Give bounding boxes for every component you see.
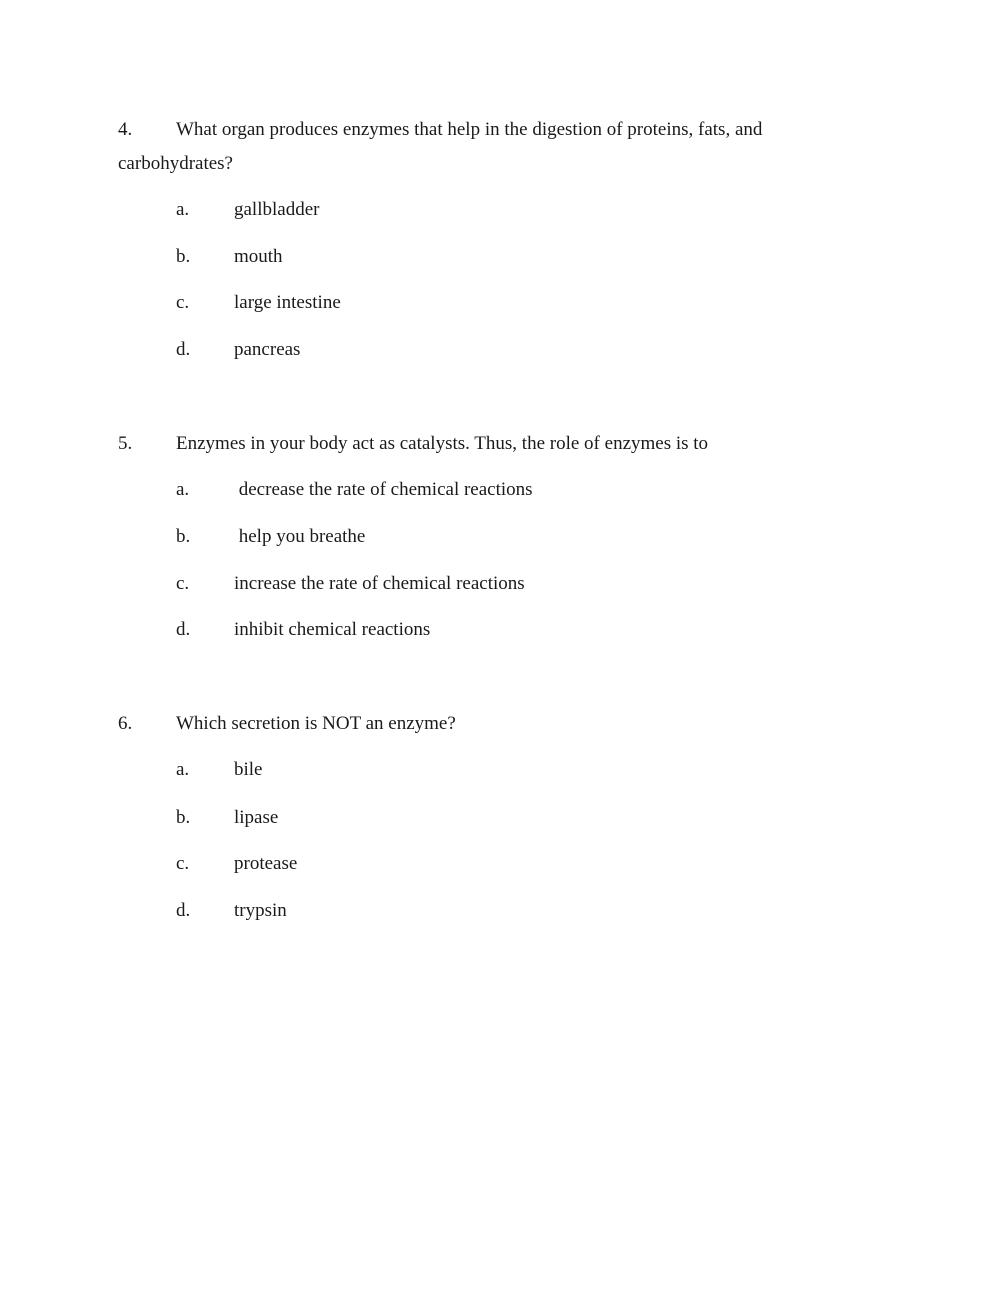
option-letter: a. xyxy=(176,479,190,500)
question-text: Enzymes in your body act as catalysts. Thus, the role of enzymes is to xyxy=(176,433,709,454)
answer-option-d[interactable] xyxy=(176,618,430,642)
option-letter: c. xyxy=(176,853,190,874)
question-number: 6. xyxy=(118,713,133,734)
answer-option-b[interactable] xyxy=(176,525,365,549)
option-text: large intestine xyxy=(234,292,341,313)
question-text: What organ produces enzymes that help in the digestion of proteins, fats, and carbohydrates? xyxy=(118,119,763,174)
option-letter: b. xyxy=(176,246,191,267)
option-letter: d. xyxy=(176,619,191,640)
question-stem xyxy=(118,427,818,461)
answer-option-d[interactable] xyxy=(176,899,287,923)
answer-option-c[interactable] xyxy=(176,291,341,315)
question-6 xyxy=(118,707,818,921)
question-stem xyxy=(118,113,818,181)
question-number: 4. xyxy=(118,119,133,140)
option-text: mouth xyxy=(234,246,283,267)
answer-option-a[interactable] xyxy=(176,478,533,502)
question-5 xyxy=(118,427,818,640)
option-letter: a. xyxy=(176,199,190,220)
option-text: increase the rate of chemical reactions xyxy=(234,573,525,594)
question-stem xyxy=(118,707,818,741)
question-text: Which secretion is NOT an enzyme? xyxy=(176,713,456,734)
answer-option-a[interactable] xyxy=(176,758,263,782)
answer-option-b[interactable] xyxy=(176,245,283,269)
answer-option-d[interactable] xyxy=(176,338,300,362)
option-text: pancreas xyxy=(234,339,301,360)
answer-option-c[interactable] xyxy=(176,572,525,596)
option-text: protease xyxy=(234,853,298,874)
option-text: gallbladder xyxy=(234,199,320,220)
answer-option-b[interactable] xyxy=(176,806,278,830)
option-text: help you breathe xyxy=(234,526,366,547)
option-letter: c. xyxy=(176,573,190,594)
answer-option-a[interactable] xyxy=(176,198,319,222)
question-number: 5. xyxy=(118,433,133,454)
option-letter: b. xyxy=(176,807,191,828)
option-letter: d. xyxy=(176,900,191,921)
option-text: trypsin xyxy=(234,900,287,921)
option-text: bile xyxy=(234,759,263,780)
option-letter: c. xyxy=(176,292,190,313)
option-letter: b. xyxy=(176,526,191,547)
option-text: inhibit chemical reactions xyxy=(234,619,431,640)
answer-option-c[interactable] xyxy=(176,852,297,876)
question-4 xyxy=(118,113,818,360)
option-letter: a. xyxy=(176,759,190,780)
option-text: lipase xyxy=(234,807,279,828)
option-text: decrease the rate of chemical reactions xyxy=(234,479,533,500)
option-letter: d. xyxy=(176,339,191,360)
